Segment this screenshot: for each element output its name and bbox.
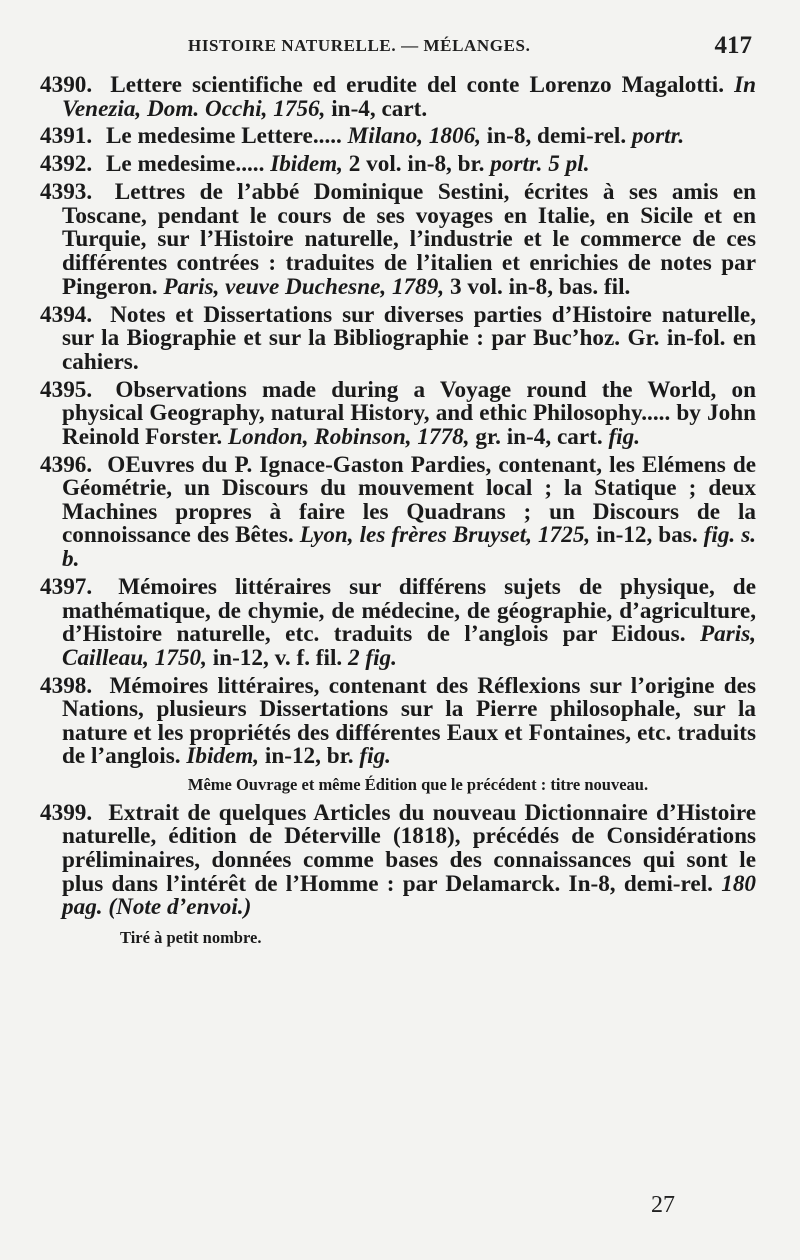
entry-physical: In-8, demi-rel. [568, 870, 713, 897]
entry-title: Mémoires littéraires sur différens sujets de physique, de mathématique, de chymie, de médecine, de géographie, d’agriculture, d’Histoire naturelle, etc. traduits de l’anglois par Eidous. [62, 573, 756, 648]
catalogue-entry [40, 153, 756, 177]
entry-note: Tiré à petit nombre. [120, 927, 262, 947]
entry-number: 4397. [40, 573, 93, 600]
entry-note: Même Ouvrage et même Édition que le précédent : titre nouveau. [187, 775, 649, 795]
entry-number: 4396. [40, 451, 93, 478]
catalogue-entry [40, 74, 756, 121]
entry-imprint: London, Robinson, 1778, [227, 423, 470, 450]
entry-number: 4391. [40, 123, 93, 150]
entry-physical: in-12, br. [264, 743, 354, 770]
entry-physical: in-12, bas. [596, 522, 698, 549]
entry-number: 4394. [40, 301, 93, 328]
entry-number: 4390. [40, 72, 93, 98]
catalogue-entry [40, 451, 757, 573]
entry-imprint: Paris, Cailleau, 1750, [62, 621, 757, 671]
catalogue-entry [40, 125, 756, 149]
entry-title: Extrait de quelques Articles du nouveau Dictionnaire d’Histoire naturelle, édition de Déterville (1818), précédés de Considérations préliminaires, données comme bases des connaissances qui sont le plus dans l’intérêt de l’Homme : par Delamarck. [62, 799, 756, 897]
entry-physical: in-8, demi-rel. [486, 123, 627, 150]
entry-imprint: Lyon, les frères Bruyset, 1725, [299, 522, 591, 549]
entry-title: Le medesime Lettere..... [105, 123, 342, 150]
catalogue-entry [40, 376, 756, 450]
entry-title: OEuvres du P. Ignace-Gaston Pardies, contenant, les Elémens de Géométrie, un Discours du mouvement local ; la Statique ; deux Machines propres à faire les Quadrans ; un Discours de la connoissance des Bêtes. [62, 451, 757, 549]
entry-number: 4393. [40, 179, 93, 206]
entry-physical: Gr. in-fol. en cahiers. [62, 325, 757, 375]
entry-physical-italic: 180 pag. (Note d’envoi.) [62, 870, 756, 921]
entry-physical: in-4, cart. [331, 95, 428, 122]
catalogue-entry [40, 573, 757, 671]
entry-imprint: Ibidem, [186, 743, 260, 770]
catalogue-entry [40, 799, 756, 921]
entry-title: Notes et Dissertations sur diverses parties d’Histoire naturelle, sur la Biographie et sur la Bibliographie : par Buc’hoz. [62, 301, 756, 352]
entry-physical-italic: fig. [608, 423, 641, 450]
entry-number: 4392. [40, 151, 93, 178]
entry-physical: in-12, v. f. fil. [212, 644, 343, 671]
entry-title: Observations made during a Voyage round the World, on physical Geography, natural History, and ethic Philosophy..... by John Reinold Forster. [62, 376, 756, 450]
entry-title: Lettere scientifiche ed erudite del conte Lorenzo Magalotti. [110, 72, 725, 98]
running-head: HISTOIRE NATURELLE. — MÉLANGES. [188, 36, 531, 55]
signature-mark: 27 [651, 1192, 675, 1218]
entry-imprint: Ibidem, [270, 151, 343, 178]
entry-physical-italic: portr. 5 pl. [490, 151, 590, 178]
entry-number: 4399. [40, 799, 93, 826]
entry-physical-italic: fig. s. b. [62, 522, 757, 573]
entry-imprint: In Venezia, Dom. Occhi, 1756, [62, 72, 757, 122]
catalogue-entry [40, 672, 756, 770]
page-header [0, 30, 800, 64]
entry-physical-italic: portr. [631, 123, 685, 150]
entry-imprint: Milano, 1806, [347, 123, 481, 150]
entry-number: 4395. [40, 376, 93, 403]
entry-number: 4398. [40, 672, 93, 699]
catalogue-entries [40, 74, 756, 954]
entry-title: Mémoires littéraires, contenant des Réflexions sur l’origine des Nations, plusieurs Dissertations sur la Pierre philosophale, sur la nature et les propriétés des différentes Eaux et Fontaines, etc. traduits de l’anglois. [62, 672, 756, 770]
entry-title: Lettres de l’abbé Dominique Sestini, écrites à ses amis en Toscane, pendant le cours de ses voyages en Italie, en Sicile et en Turquie, sur l’Histoire naturelle, l’industrie et le commerce de ces différentes contrées : traduites de l’italien et enrichies de notes par Pingeron. [62, 179, 757, 300]
entry-physical: gr. in-4, cart. [475, 423, 603, 450]
catalogue-entry [40, 181, 756, 299]
entry-physical: 3 vol. in-8, bas. fil. [449, 273, 631, 300]
entry-physical-italic: 2 fig. [348, 644, 397, 671]
entry-physical-italic: fig. [359, 743, 391, 770]
catalogue-entry [40, 301, 757, 375]
entry-title: Le medesime..... [105, 151, 265, 178]
entry-imprint: Paris, veuve Duchesne, 1789, [163, 273, 445, 300]
entry-physical: 2 vol. in-8, br. [348, 151, 485, 178]
page-number: 417 [714, 32, 752, 59]
